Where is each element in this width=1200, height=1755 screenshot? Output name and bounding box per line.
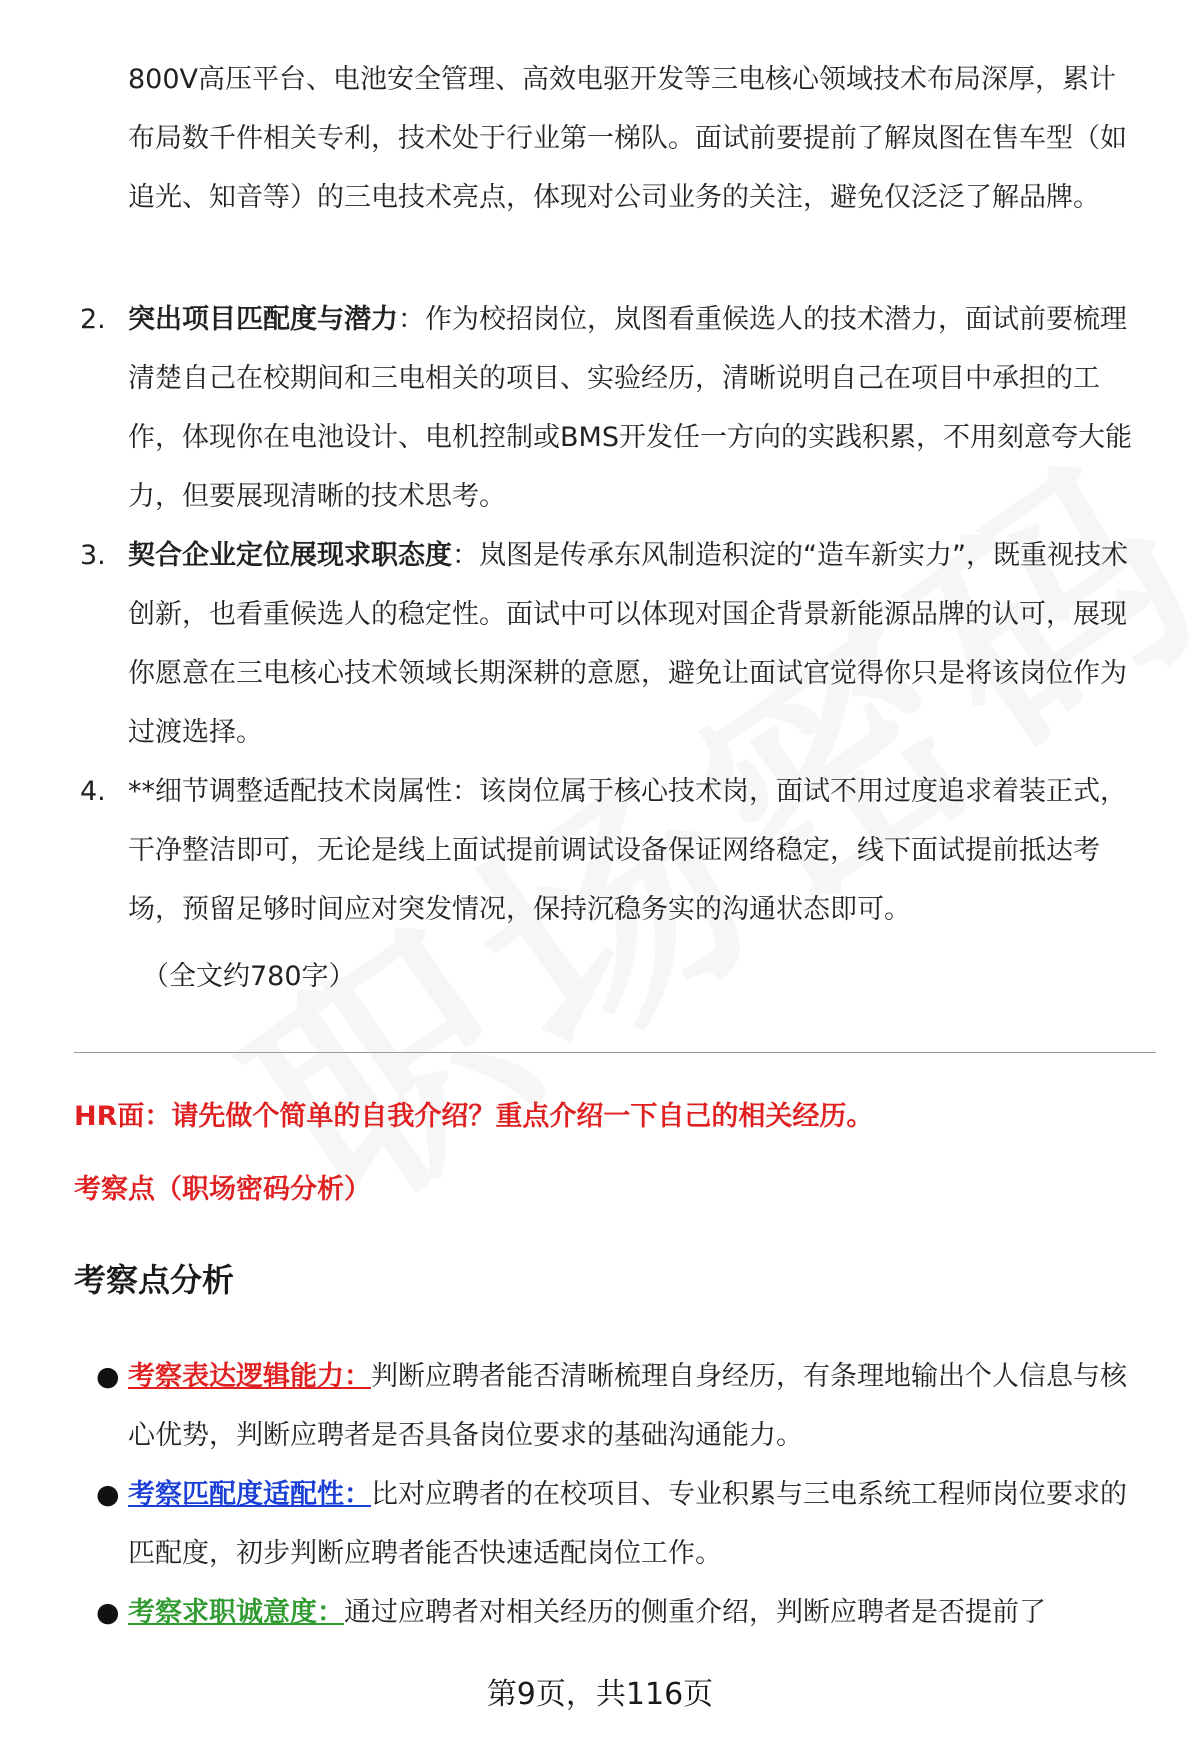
bullet-item	[96, 1583, 1156, 1642]
bullet-key-link[interactable]: 考察表达逻辑能力：	[128, 1361, 371, 1392]
list-item-body	[128, 762, 1138, 939]
list-item-text: **细节调整适配技术岗属性：该岗位属于核心技术岗，面试不用过度追求着装正式，干净整洁即可，无论是线上面试提前调试设备保证网络稳定，线下面试提前抵达考场，预留足够时间应对突发情况，保持沉稳务实的沟通状态即可。	[128, 776, 1127, 925]
list-item-body	[128, 526, 1138, 762]
list-item-text: ：岚图是传承东风制造积淀的“造车新实力”，既重视技术创新，也看重候选人的稳定性。面试中可以体现对国企背景新能源品牌的认可，展现你愿意在三电核心技术领域长期深耕的意愿，避免让面试官觉得你只是将该岗位作为过渡选择。	[128, 540, 1128, 748]
bullet-dot-icon: ●	[96, 1597, 120, 1628]
list-item-body	[128, 290, 1138, 526]
list-number: 4.	[80, 776, 106, 807]
bullet-dot-icon: ●	[96, 1361, 120, 1392]
bullet-item	[96, 1347, 1156, 1465]
section-heading: 考察点分析	[74, 1261, 235, 1299]
interview-question: HR面：请先做个简单的自我介绍？重点介绍一下自己的相关经历。	[74, 1101, 874, 1132]
analysis-bullet-list	[96, 1347, 1156, 1642]
analysis-subtitle: 考察点（职场密码分析）	[74, 1174, 371, 1205]
bullet-text: 判断应聘者能否清晰梳理自身经历，有条理地输出个人信息与核心优势，判断应聘者是否具备岗位要求的基础沟通能力。	[128, 1361, 1127, 1451]
bullet-body	[128, 1583, 1138, 1642]
bullet-body	[128, 1347, 1138, 1465]
bullet-key-link[interactable]: 考察求职诚意度：	[128, 1597, 344, 1628]
list-item-text: ：作为校招岗位，岚图看重候选人的技术潜力，面试前要梳理清楚自己在校期间和三电相关的项目、实验经历，清晰说明自己在项目中承担的工作，体现你在电池设计、电机控制或BMS开发任一方向的实践积累，不用刻意夸大能力，但要展现清晰的技术思考。	[128, 304, 1132, 512]
page-footer: 第9页，共116页	[486, 1677, 714, 1712]
list-item	[80, 762, 1140, 939]
bullet-item	[96, 1465, 1156, 1583]
word-count-note: （全文约780字）	[142, 961, 356, 992]
list-item-title: 突出项目匹配度与潜力	[128, 304, 398, 335]
bullet-text: 通过应聘者对相关经历的侧重介绍，判断应聘者是否提前了	[344, 1597, 1046, 1628]
list-number: 3.	[80, 540, 106, 571]
list-item-title: 契合企业定位展现求职态度	[128, 540, 452, 571]
bullet-dot-icon: ●	[96, 1479, 120, 1510]
list-item	[80, 290, 1140, 526]
tips-list	[80, 290, 1140, 939]
bullet-key-link[interactable]: 考察匹配度适配性：	[128, 1479, 371, 1510]
bullet-body	[128, 1465, 1138, 1583]
list-number: 2.	[80, 304, 106, 335]
divider	[74, 1052, 1156, 1053]
bullet-text: 比对应聘者的在校项目、专业积累与三电系统工程师岗位要求的匹配度，初步判断应聘者能否快速适配岗位工作。	[128, 1479, 1127, 1569]
intro-continuation-paragraph: 800V高压平台、电池安全管理、高效电驱开发等三电核心领域技术布局深厚，累计布局数千件相关专利，技术处于行业第一梯队。面试前要提前了解岚图在售车型（如追光、知音等）的三电技术亮点，体现对公司业务的关注，避免仅泛泛了解品牌。	[128, 64, 1127, 213]
list-item	[80, 526, 1140, 762]
